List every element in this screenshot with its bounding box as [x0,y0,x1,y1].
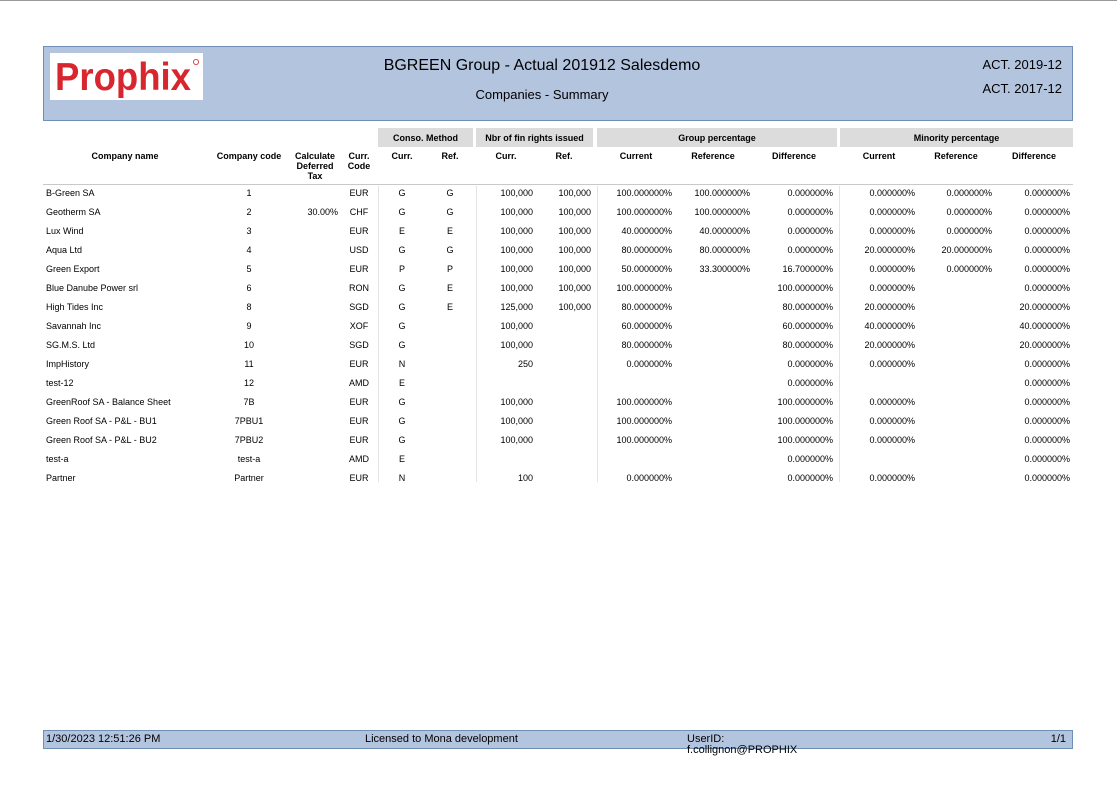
cell-minority-difference: 0.000000% [1024,264,1070,274]
cell-company-code: 3 [246,226,252,236]
cell-nbr-curr: 100,000 [500,283,533,293]
cell-group-current: 100.000000% [616,435,672,445]
cell-conso-curr: G [398,435,406,445]
header-separator [43,184,1073,185]
cell-minority-difference: 0.000000% [1024,359,1070,369]
cell-minority-current: 40.000000% [864,321,915,331]
cell-company-name: B-Green SA [46,188,95,198]
act-reference-period: ACT. 2017-12 [982,81,1062,96]
cell-curr-code: EUR [349,397,369,407]
col-header-minority-difference: Difference [1011,151,1056,161]
cell-minority-current: 0.000000% [869,359,915,369]
table-row [0,224,1117,243]
footer-page-number: 1/1 [1050,733,1066,745]
cell-nbr-ref: 100,000 [558,283,591,293]
col-header-group-difference: Difference [771,151,816,161]
table-row [0,205,1117,224]
cell-conso-curr: G [398,207,406,217]
cell-minority-current: 0.000000% [869,435,915,445]
cell-group-difference: 0.000000% [787,473,833,483]
table-row [0,471,1117,490]
companies-table-body [0,186,1117,490]
cell-conso-curr: N [398,359,406,369]
cell-company-code: 12 [243,378,254,388]
cell-curr-code: XOF [349,321,369,331]
cell-group-difference: 60.000000% [782,321,833,331]
cell-nbr-curr: 250 [517,359,533,369]
table-row [0,186,1117,205]
cell-conso-ref: G [446,188,454,198]
cell-company-name: test-a [46,454,69,464]
cell-group-difference: 0.000000% [787,245,833,255]
cell-group-difference: 100.000000% [777,435,833,445]
cell-curr-code: RON [349,283,369,293]
footer-license: Licensed to Mona development [365,733,518,745]
col-header-group-reference: Reference [691,151,735,161]
cell-conso-ref: E [446,302,453,312]
cell-group-difference: 100.000000% [777,283,833,293]
table-row [0,357,1117,376]
cell-company-code: 1 [246,188,252,198]
cell-nbr-curr: 100,000 [500,435,533,445]
table-row [0,300,1117,319]
cell-conso-curr: E [398,454,405,464]
cell-conso-curr: G [398,302,406,312]
col-header-curr-code: Curr. Code [347,151,371,171]
prophix-logo [50,53,203,100]
top-border [0,0,1117,1]
cell-conso-curr: N [398,473,406,483]
cell-minority-current: 20.000000% [864,340,915,350]
group-header-minority-percentage: Minority percentage [840,128,1073,147]
cell-conso-curr: G [398,188,406,198]
cell-group-current: 60.000000% [621,321,672,331]
cell-curr-code: CHF [349,207,369,217]
col-header-conso-ref: Ref. [441,151,459,161]
group-header-group-percentage: Group percentage [597,128,837,147]
cell-conso-ref: G [446,245,454,255]
cell-minority-difference: 0.000000% [1024,245,1070,255]
col-header-nbr-ref: Ref. [555,151,573,161]
report-footer [43,730,1073,756]
cell-curr-code: SGD [349,340,369,350]
cell-nbr-curr: 100,000 [500,188,533,198]
cell-company-code: 7PBU1 [234,416,264,426]
cell-nbr-curr: 100,000 [500,245,533,255]
cell-company-code: test-a [237,454,261,464]
group-header-conso: Conso. Method [378,128,473,147]
cell-group-current: 50.000000% [621,264,672,274]
cell-company-code: 4 [246,245,252,255]
cell-group-current: 100.000000% [616,283,672,293]
cell-conso-curr: G [398,321,406,331]
cell-group-reference: 80.000000% [699,245,750,255]
cell-minority-current: 0.000000% [869,188,915,198]
cell-minority-current: 0.000000% [869,226,915,236]
cell-deferred-tax: 30.00% [307,207,338,217]
cell-minority-current: 0.000000% [869,283,915,293]
col-header-deferred-tax: Calculate Deferred Tax [294,151,336,181]
cell-minority-current: 20.000000% [864,302,915,312]
cell-group-current: 0.000000% [626,473,672,483]
cell-curr-code: EUR [349,264,369,274]
cell-minority-current: 0.000000% [869,416,915,426]
cell-nbr-curr: 100,000 [500,226,533,236]
cell-conso-curr: E [398,378,405,388]
cell-group-difference: 0.000000% [787,378,833,388]
cell-nbr-ref: 100,000 [558,302,591,312]
cell-conso-curr: P [398,264,405,274]
cell-company-name: Lux Wind [46,226,84,236]
cell-company-name: Geotherm SA [46,207,101,217]
col-header-minority-reference: Reference [934,151,978,161]
cell-curr-code: USD [349,245,369,255]
table-row [0,262,1117,281]
cell-curr-code: SGD [349,302,369,312]
cell-minority-current: 0.000000% [869,264,915,274]
cell-minority-difference: 20.000000% [1019,302,1070,312]
cell-minority-reference: 0.000000% [946,264,992,274]
cell-nbr-curr: 125,000 [500,302,533,312]
cell-conso-curr: G [398,340,406,350]
table-row [0,452,1117,471]
cell-nbr-curr: 100,000 [500,264,533,274]
cell-curr-code: EUR [349,416,369,426]
table-row [0,414,1117,433]
table-row [0,243,1117,262]
col-header-conso-curr: Curr. [391,151,413,161]
footer-userid-value: f.collignon@PROPHIX [687,744,798,756]
cell-minority-difference: 0.000000% [1024,226,1070,236]
cell-minority-difference: 0.000000% [1024,283,1070,293]
cell-conso-ref: P [446,264,453,274]
cell-minority-current: 0.000000% [869,397,915,407]
cell-minority-reference: 0.000000% [946,207,992,217]
cell-company-code: 5 [246,264,252,274]
cell-company-name: ImpHistory [46,359,90,369]
cell-minority-difference: 0.000000% [1024,416,1070,426]
cell-nbr-ref: 100,000 [558,188,591,198]
col-header-company-name: Company name [91,151,159,161]
cell-company-code: 7B [243,397,255,407]
cell-company-name: Partner [46,473,76,483]
cell-group-difference: 100.000000% [777,416,833,426]
cell-minority-difference: 0.000000% [1024,435,1070,445]
cell-group-reference: 100.000000% [694,207,750,217]
cell-conso-ref: E [446,226,453,236]
cell-minority-reference: 0.000000% [946,226,992,236]
cell-group-difference: 0.000000% [787,359,833,369]
cell-curr-code: EUR [349,226,369,236]
cell-nbr-curr: 100,000 [500,397,533,407]
cell-company-code: 11 [244,359,254,369]
cell-minority-difference: 0.000000% [1024,378,1070,388]
cell-conso-curr: E [398,226,405,236]
cell-company-code: 6 [246,283,252,293]
cell-company-name: test-12 [46,378,74,388]
cell-conso-curr: G [398,416,406,426]
table-row [0,281,1117,300]
cell-group-difference: 16.700000% [782,264,833,274]
act-current-period: ACT. 2019-12 [982,57,1062,72]
cell-nbr-curr: 100,000 [500,340,533,350]
cell-group-difference: 80.000000% [782,340,833,350]
cell-group-reference: 33.300000% [699,264,750,274]
cell-group-difference: 0.000000% [787,188,833,198]
cell-company-name: GreenRoof SA - Balance Sheet [46,397,171,407]
cell-company-code: 9 [246,321,252,331]
cell-group-difference: 80.000000% [782,302,833,312]
cell-conso-ref: G [446,207,454,217]
cell-minority-current: 0.000000% [869,473,915,483]
cell-company-name: Green Roof SA - P&L - BU2 [46,435,157,445]
cell-company-code: 7PBU2 [234,435,264,445]
col-header-minority-current: Current [862,151,896,161]
cell-company-name: Green Export [46,264,100,274]
cell-nbr-curr: 100,000 [500,321,533,331]
cell-group-current: 0.000000% [626,359,672,369]
cell-company-name: Blue Danube Power srl [46,283,139,293]
group-header-nbr-fin-rights: Nbr of fin rights issued [476,128,593,147]
col-header-company-code: Company code [216,151,282,161]
cell-group-difference: 0.000000% [787,454,833,464]
report-subtitle: Companies - Summary [475,87,609,102]
cell-nbr-curr: 100,000 [500,207,533,217]
cell-group-current: 100.000000% [616,188,672,198]
table-row [0,395,1117,414]
cell-nbr-curr: 100 [517,473,533,483]
cell-company-code: Partner [234,473,264,483]
cell-minority-difference: 0.000000% [1024,454,1070,464]
report-header [43,46,1073,121]
cell-company-name: Aqua Ltd [46,245,83,255]
cell-company-code: 2 [246,207,252,217]
cell-minority-difference: 0.000000% [1024,473,1070,483]
cell-curr-code: AMD [349,454,369,464]
cell-curr-code: EUR [349,473,369,483]
cell-nbr-ref: 100,000 [558,226,591,236]
table-row [0,376,1117,395]
cell-company-name: Green Roof SA - P&L - BU1 [46,416,157,426]
cell-conso-ref: E [446,283,453,293]
cell-group-difference: 100.000000% [777,397,833,407]
logo-text: Prophix [54,55,191,99]
cell-group-current: 80.000000% [621,302,672,312]
cell-minority-difference: 0.000000% [1024,188,1070,198]
cell-group-difference: 0.000000% [787,207,833,217]
cell-company-name: Savannah Inc [46,321,102,331]
cell-company-code: 10 [243,340,254,350]
cell-nbr-curr: 100,000 [500,416,533,426]
cell-conso-curr: G [398,397,406,407]
cell-minority-reference: 0.000000% [946,188,992,198]
cell-nbr-ref: 100,000 [558,245,591,255]
col-header-group-current: Current [619,151,653,161]
cell-minority-difference: 40.000000% [1019,321,1070,331]
cell-company-name: High Tides Inc [46,302,104,312]
table-row [0,319,1117,338]
cell-company-name: SG.M.S. Ltd [46,340,96,350]
cell-minority-reference: 20.000000% [941,245,992,255]
cell-group-reference: 40.000000% [699,226,750,236]
col-header-nbr-curr: Curr. [495,151,517,161]
cell-nbr-ref: 100,000 [558,207,591,217]
cell-minority-difference: 0.000000% [1024,207,1070,217]
cell-group-current: 80.000000% [621,245,672,255]
cell-minority-current: 0.000000% [869,207,915,217]
cell-minority-difference: 0.000000% [1024,397,1070,407]
cell-group-reference: 100.000000% [694,188,750,198]
cell-conso-curr: G [398,245,406,255]
cell-group-current: 100.000000% [616,416,672,426]
cell-curr-code: EUR [349,435,369,445]
cell-curr-code: AMD [349,378,369,388]
table-row [0,433,1117,452]
cell-company-code: 8 [246,302,252,312]
cell-curr-code: EUR [349,359,369,369]
cell-group-current: 80.000000% [621,340,672,350]
cell-group-current: 100.000000% [616,207,672,217]
cell-group-current: 100.000000% [616,397,672,407]
footer-datetime: 1/30/2023 12:51:26 PM [46,733,161,745]
report-title: BGREEN Group - Actual 201912 Salesdemo [383,57,701,74]
cell-minority-difference: 20.000000% [1019,340,1070,350]
footer-userid-label: UserID: [687,733,725,745]
table-row [0,338,1117,357]
cell-curr-code: EUR [349,188,369,198]
cell-group-current: 40.000000% [621,226,672,236]
cell-minority-current: 20.000000% [864,245,915,255]
cell-nbr-ref: 100,000 [558,264,591,274]
cell-conso-curr: G [398,283,406,293]
cell-group-difference: 0.000000% [787,226,833,236]
